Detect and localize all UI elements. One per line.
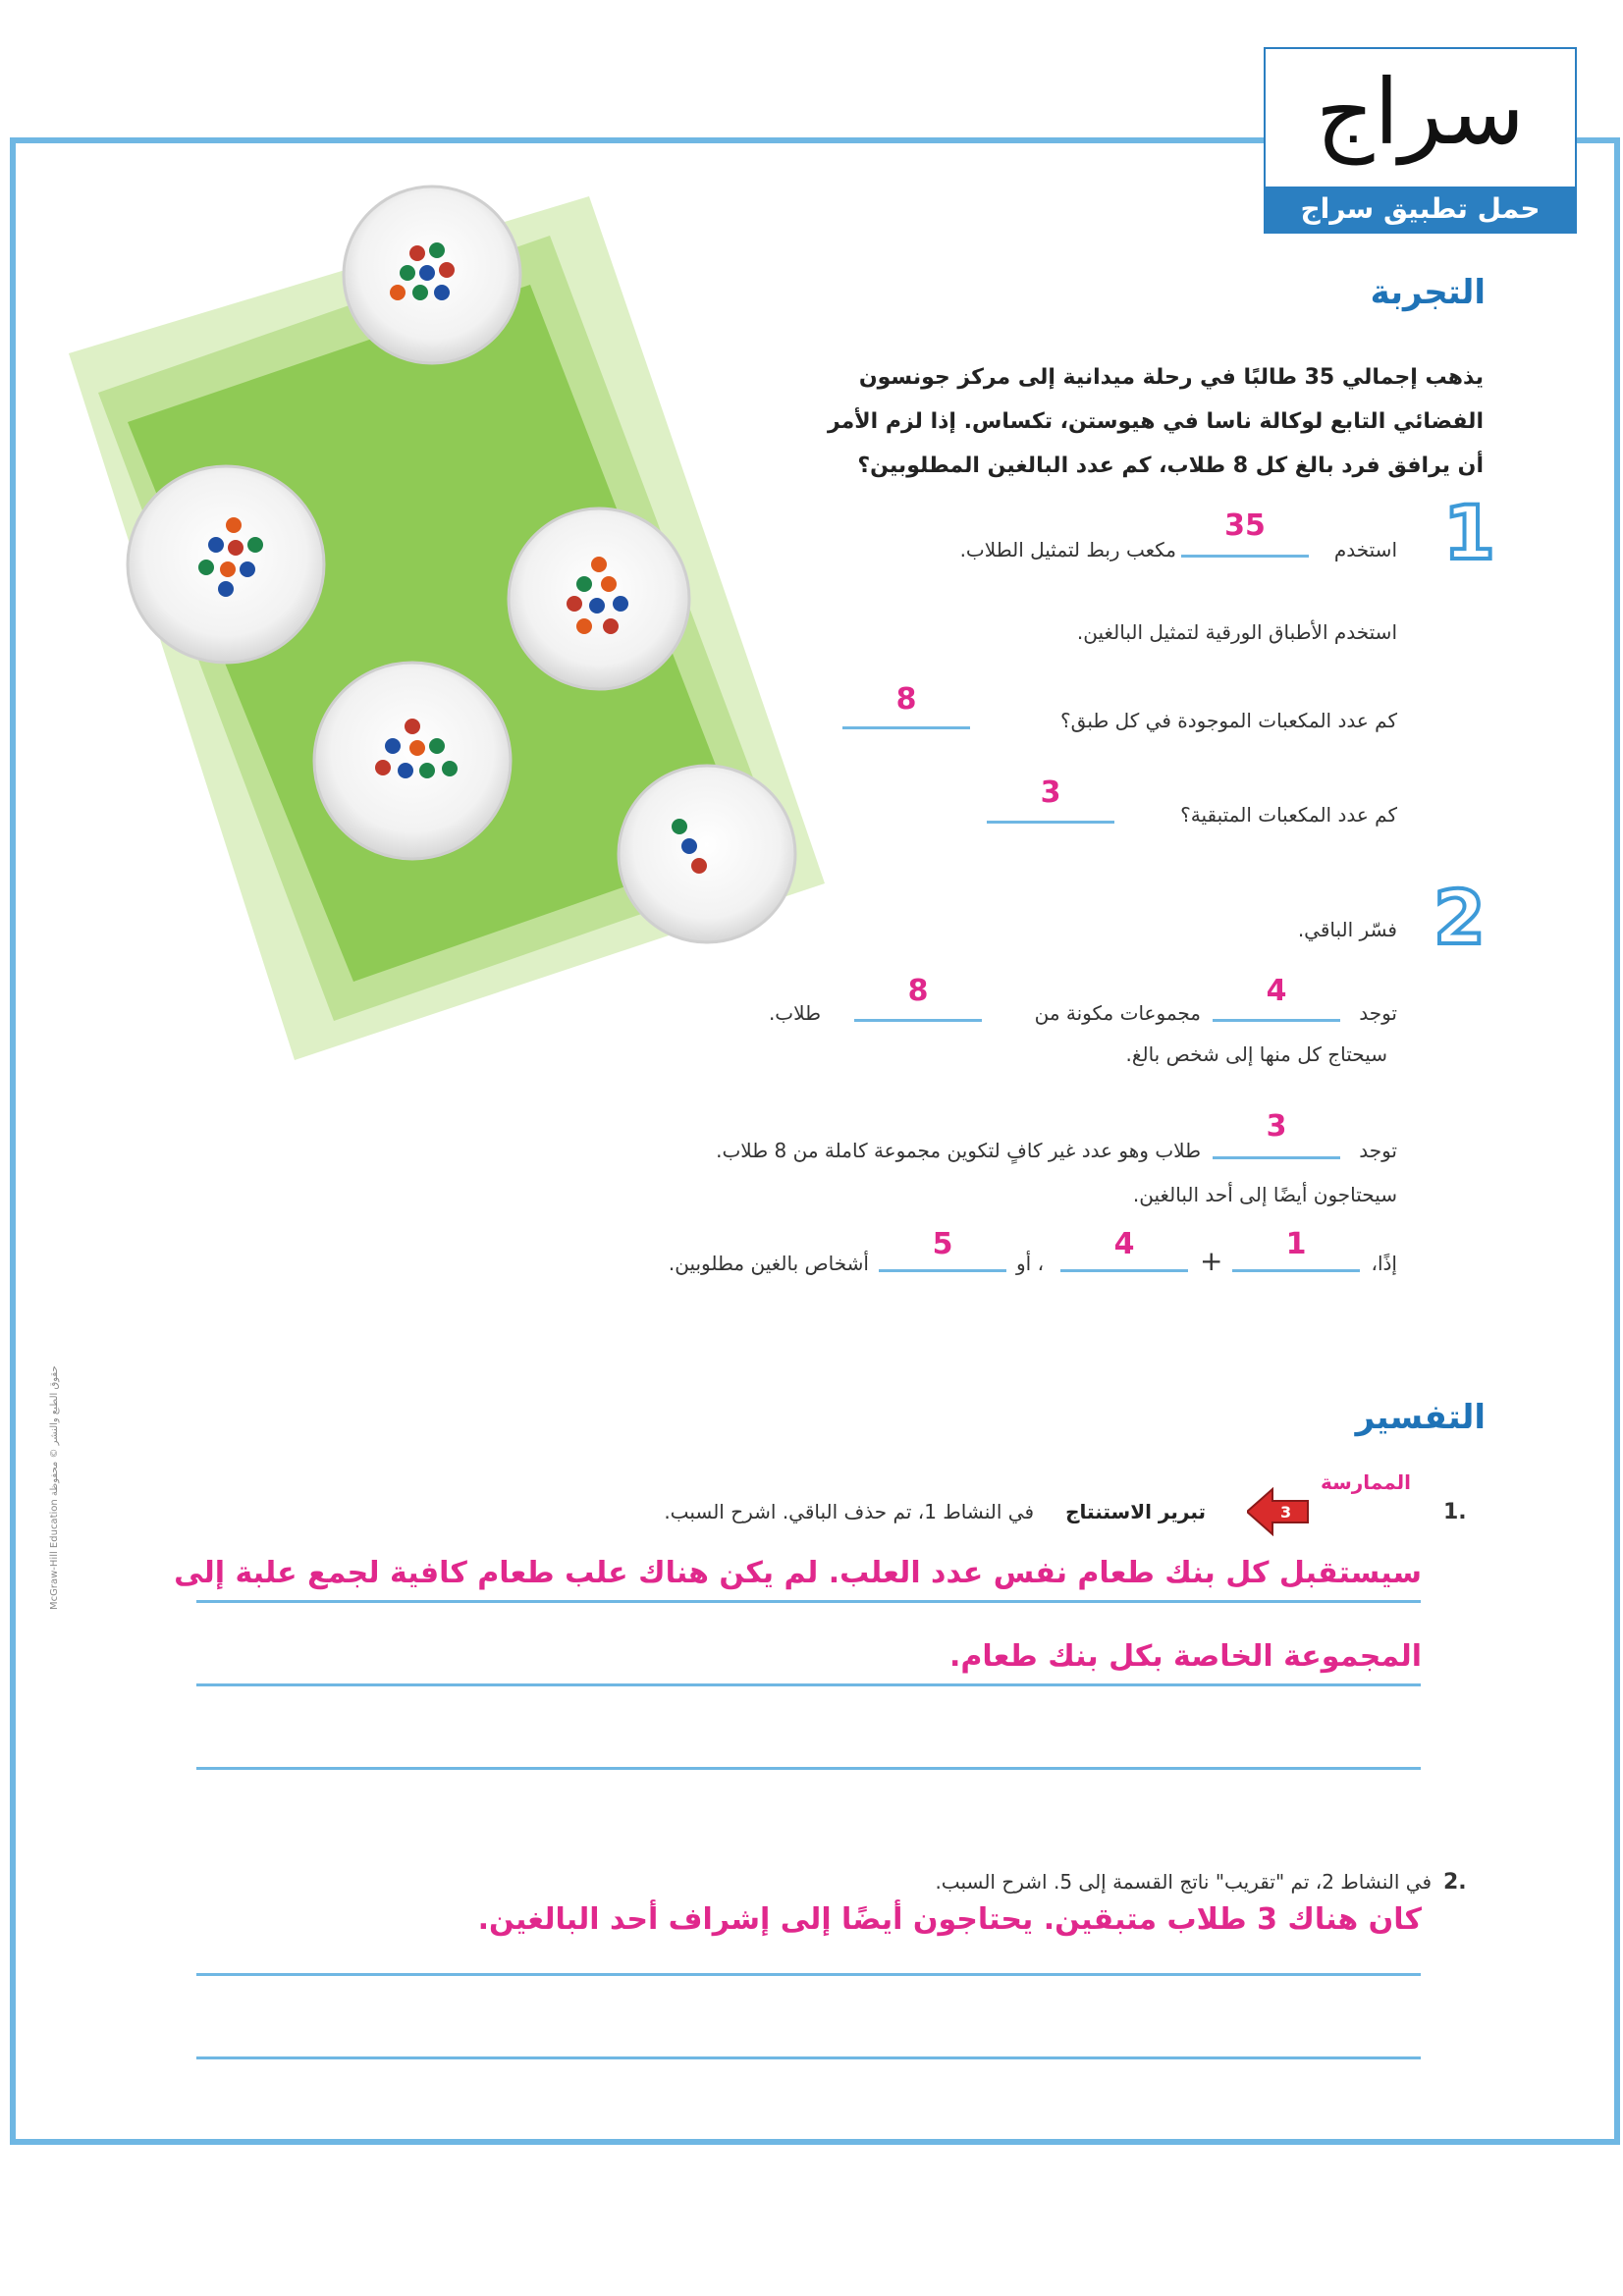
step2-blank-3[interactable] bbox=[1213, 1156, 1340, 1159]
q1-text: في النشاط 1، تم حذف الباقي. اشرح السبب. bbox=[664, 1500, 1034, 1523]
step2-l6-a: إذًا، bbox=[1371, 1252, 1397, 1275]
plate-4 bbox=[314, 663, 511, 859]
step2-l2-a: توجد bbox=[1359, 1001, 1397, 1025]
step1-blank-3[interactable] bbox=[987, 821, 1114, 824]
logo-title: سراج bbox=[1316, 60, 1525, 165]
q1-answer-line2: المجموعة الخاصة بكل بنك طعام. bbox=[948, 1639, 1422, 1674]
q2-rule-1 bbox=[196, 1973, 1421, 1976]
step2-answer-5: 4 bbox=[1113, 1227, 1135, 1261]
step-1-number: 1 bbox=[1443, 489, 1495, 576]
step1-blank-1[interactable] bbox=[1181, 555, 1309, 558]
step1-answer-2: 8 bbox=[895, 682, 917, 717]
step2-l2-c: طلاب. bbox=[768, 1001, 821, 1025]
q2-answer: كان هناك 3 طلاب متبقين. يحتاجون أيضًا إلى إشراف أحد البالغين. bbox=[477, 1902, 1422, 1937]
siraj-logo bbox=[1264, 47, 1577, 234]
q1-rule-3 bbox=[196, 1767, 1421, 1770]
q1-bold: تبرير الاستنتاج bbox=[1065, 1500, 1206, 1523]
q1-number: 1. bbox=[1443, 1500, 1467, 1524]
step2-line5: سيحتاجون أيضًا إلى أحد البالغين. bbox=[1132, 1183, 1397, 1206]
q1-rule-1 bbox=[196, 1600, 1421, 1603]
copyright-side-note: McGraw-Hill Education حقوق الطبع والنشر © محفوظة bbox=[49, 1365, 60, 1610]
section-title-interpretation: التفسير bbox=[1355, 1398, 1486, 1437]
q1-answer-line1: سيستقبل كل بنك طعام نفس عدد العلب. لم يكن هناك علب طعام كافية لجمع علبة إلى bbox=[174, 1556, 1422, 1590]
step2-blank-2[interactable] bbox=[854, 1019, 982, 1022]
step2-line3: سيحتاج كل منها إلى شخص بالغ. bbox=[1125, 1042, 1387, 1066]
step2-l4-b: طلاب وهو عدد غير كافٍ لتكوين مجموعة كاملة من 8 طلاب. bbox=[716, 1139, 1201, 1162]
step2-answer-3: 3 bbox=[1266, 1109, 1287, 1144]
step1-blank-2[interactable] bbox=[842, 726, 970, 729]
step2-blank-5[interactable] bbox=[1060, 1269, 1188, 1272]
step2-line1: فسّر الباقي. bbox=[1297, 918, 1397, 941]
step2-l4-a: توجد bbox=[1359, 1139, 1397, 1162]
step1-line1-before: استخدم bbox=[1333, 538, 1397, 561]
q2-text: في النشاط 2، تم "تقريب" ناتج القسمة إلى 5. اشرح السبب. bbox=[935, 1870, 1432, 1894]
practice-arrow-icon bbox=[1247, 1487, 1312, 1536]
plate-5 bbox=[619, 766, 795, 942]
step2-answer-2: 8 bbox=[907, 974, 929, 1008]
step2-blank-4[interactable] bbox=[1232, 1269, 1360, 1272]
step1-answer-3: 3 bbox=[1040, 775, 1061, 810]
q2-number: 2. bbox=[1443, 1870, 1467, 1895]
step2-answer-4: 1 bbox=[1285, 1227, 1307, 1261]
section-title-experiment: التجربة bbox=[1370, 273, 1486, 312]
step2-plus: + bbox=[1200, 1245, 1223, 1277]
step1-question-1: كم عدد المكعبات الموجودة في كل طبق؟ bbox=[1060, 709, 1397, 732]
step2-blank-6[interactable] bbox=[879, 1269, 1006, 1272]
step2-answer-6: 5 bbox=[932, 1227, 953, 1261]
q1-rule-2 bbox=[196, 1683, 1421, 1686]
practice-badge: 3 bbox=[1280, 1503, 1292, 1522]
q2-rule-2 bbox=[196, 2056, 1421, 2059]
step2-blank-1[interactable] bbox=[1213, 1019, 1340, 1022]
step-2-number: 2 bbox=[1434, 874, 1486, 961]
plates-photo bbox=[39, 177, 844, 1080]
step2-l6-b: أشخاص بالغين مطلوبين. bbox=[668, 1252, 869, 1275]
step1-question-2: كم عدد المكعبات المتبقية؟ bbox=[1180, 803, 1397, 827]
step2-or: ، أو bbox=[1016, 1252, 1045, 1275]
intro-paragraph: يذهب إجمالي 35 طالبًا في رحلة ميدانية إلى مركز جونسون الفضائي التابع لوكالة ناسا في هيوستن، تكساس. إذا لزم الأمر أن يرافق فرد بالغ كل 8 طلاب، كم عدد البالغين المطلوبين؟ bbox=[827, 365, 1484, 478]
step2-answer-1: 4 bbox=[1266, 974, 1287, 1008]
step1-answer-1: 35 bbox=[1224, 508, 1266, 543]
practice-label: الممارسة bbox=[1321, 1470, 1412, 1494]
step2-l2-b: مجموعات مكونة من bbox=[1034, 1001, 1201, 1025]
step1-line2: استخدم الأطباق الورقية لتمثيل البالغين. bbox=[1076, 620, 1397, 644]
step1-line1-after: مكعب ربط لتمثيل الطلاب. bbox=[959, 538, 1176, 561]
logo-subtitle: حمل تطبيق سراج bbox=[1266, 187, 1575, 232]
